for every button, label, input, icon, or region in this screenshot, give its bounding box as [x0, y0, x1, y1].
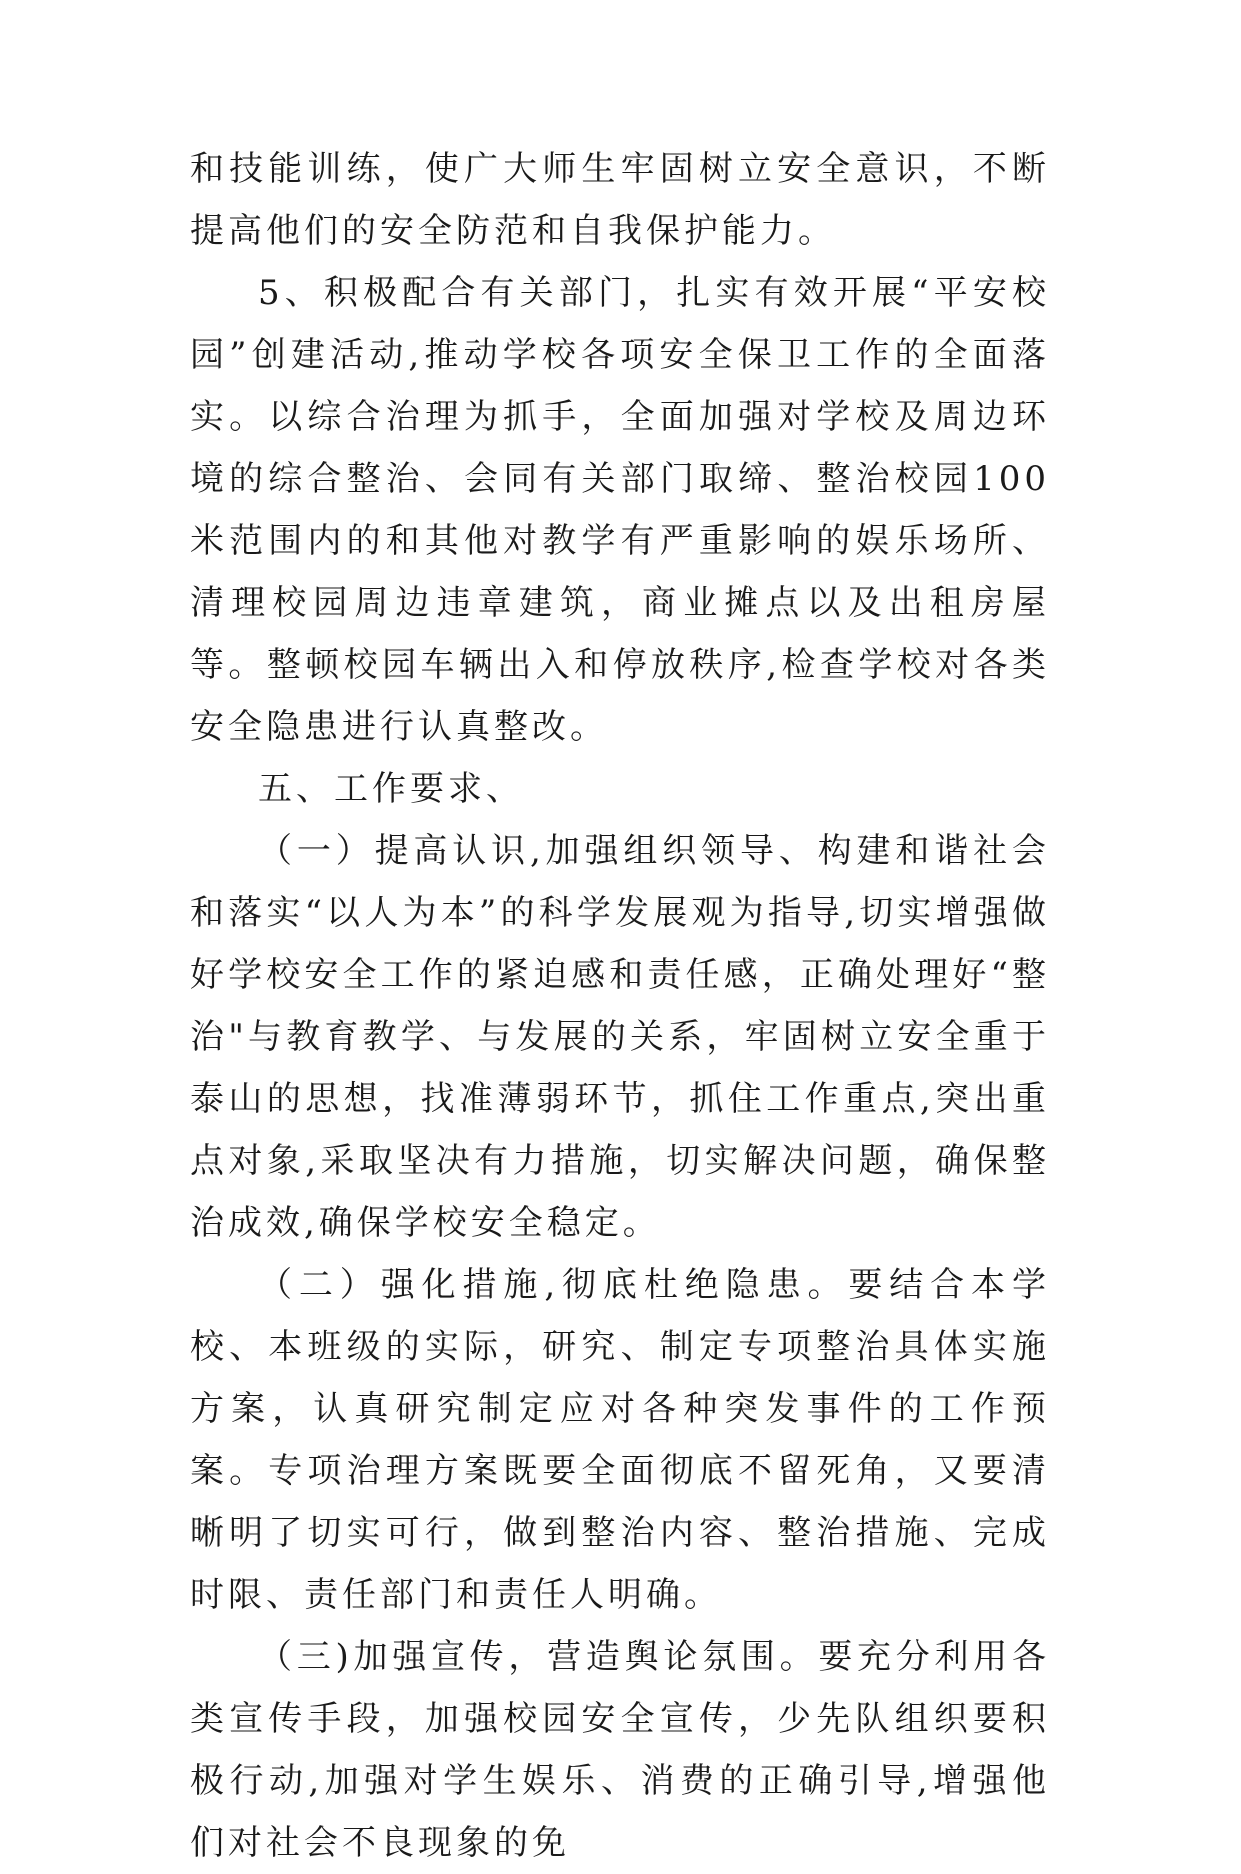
document-body	[190, 138, 1050, 1874]
paragraph-requirement-1: （一）提高认识,加强组织领导、构建和谐社会和落实“以人为本”的科学发展观为指导,切实增强做好学校安全工作的紧迫感和责任感，正确处理好“整治"与教育教学、与发展的关系，牢固树立安全重于泰山的思想，找准薄弱环节，抓住工作重点,突出重点对象,采取坚决有力措施，切实解决问题，确保整治成效,确保学校安全稳定。	[190, 831, 1050, 1243]
paragraph-continuation: 和技能训练，使广大师生牢固树立安全意识，不断提高他们的安全防范和自我保护能力。	[190, 149, 1050, 251]
paragraph-item-5: 5、积极配合有关部门，扎实有效开展“平安校园”创建活动,推动学校各项安全保卫工作的全面落实。以综合治理为抓手，全面加强对学校及周边环境的综合整治、会同有关部门取缔、整治校园100米范围内的和其他对教学有严重影响的娱乐场所、清理校园周边违章建筑，商业摊点以及出租房屋等。整顿校园车辆出入和停放秩序,检查学校对各类安全隐患进行认真整改。	[190, 273, 1050, 747]
section-heading-work-requirements: 五、工作要求、	[258, 769, 524, 809]
paragraph-requirement-2: （二）强化措施,彻底杜绝隐患。要结合本学校、本班级的实际，研究、制定专项整治具体实施方案，认真研究制定应对各种突发事件的工作预案。专项治理方案既要全面彻底不留死角，又要清晰明了切实可行，做到整治内容、整治措施、完成时限、责任部门和责任人明确。	[190, 1265, 1050, 1615]
paragraph-requirement-3: （三)加强宣传，营造舆论氛围。要充分利用各类宣传手段，加强校园安全宣传，少先队组织要积极行动,加强对学生娱乐、消费的正确引导,增强他们对社会不良现象的免	[190, 1637, 1050, 1863]
